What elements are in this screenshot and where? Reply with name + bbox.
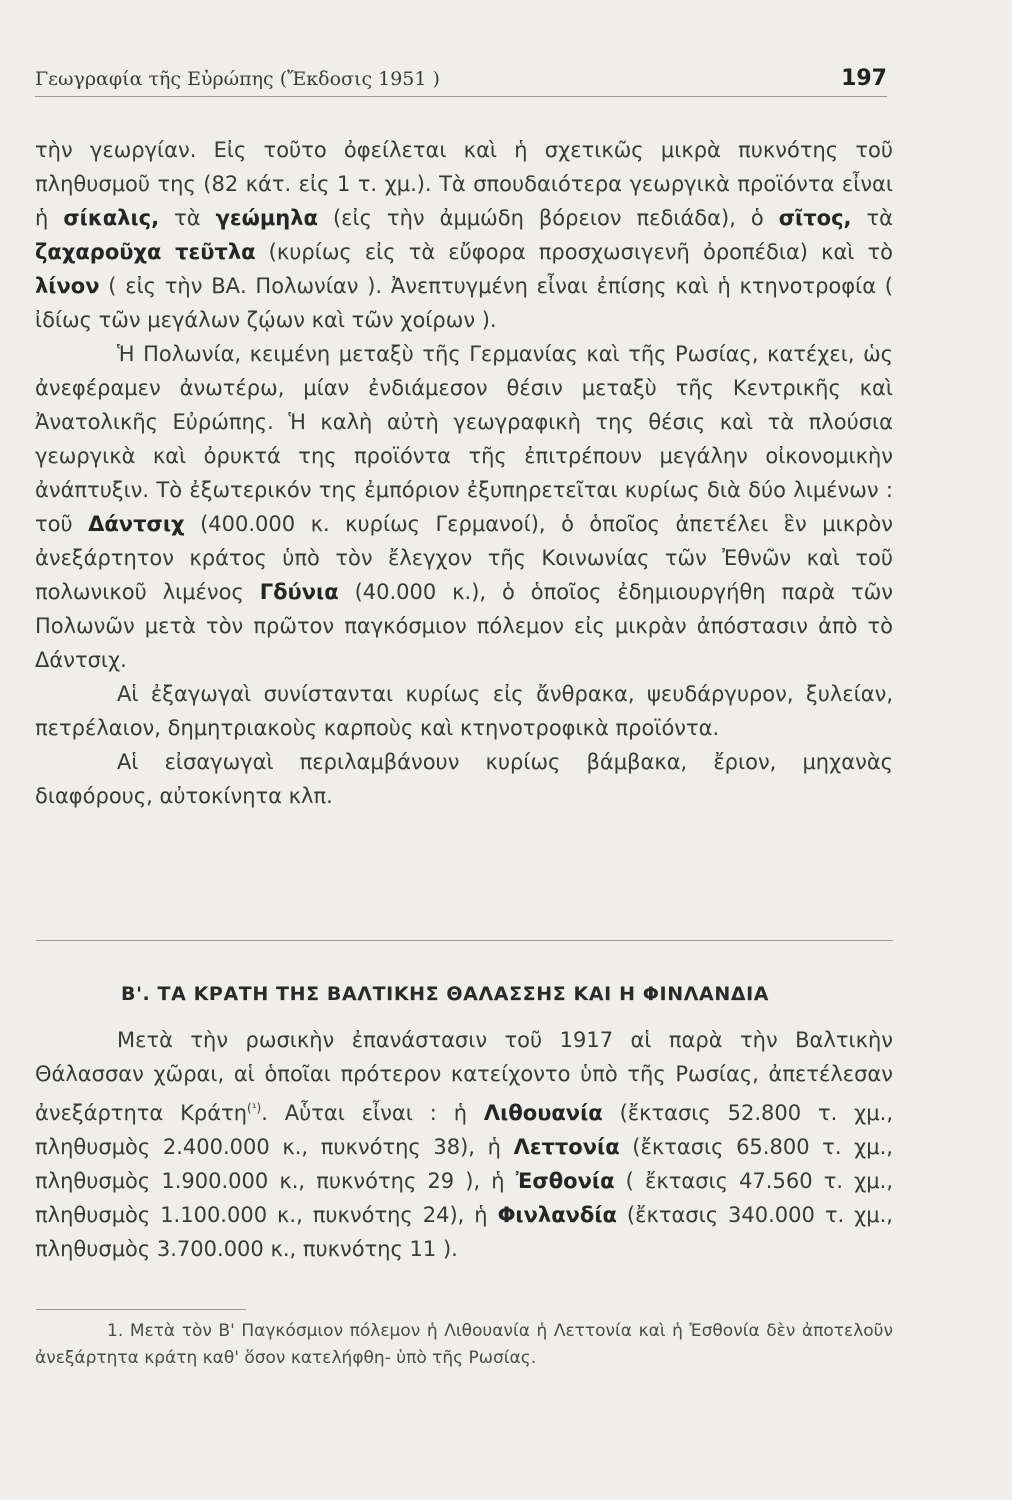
keyword-potatoes: γεώμηλα bbox=[215, 206, 318, 230]
text-run: (ἔκτασις 52.800 τ. χμ., πληθυσμὸς 2.400.000 κ., πυκνότης 38), ἡ bbox=[35, 1101, 894, 1159]
keyword-lithuania: Λιθουανία bbox=[483, 1101, 603, 1125]
text-run: (ἔκτασις 340.000 τ. χμ., πληθυσμὸς 3.700.000 κ., πυκνότης 11 ). bbox=[35, 1203, 893, 1261]
text-run: (40.000 κ.), ὁ ὁποῖος ἐδημιουργήθη παρὰ τῶν Πολωνῶν μετὰ τὸν πρῶτον παγκόσμιον πόλεμον εἰς μικρὰν ἀπόστασιν ἀπὸ τὸ Δάντσιχ. bbox=[35, 580, 894, 672]
text-run: τὰ bbox=[851, 206, 893, 230]
text-run: (εἰς τὴν ἀμμώδη βόρειον πεδιάδα), ὁ bbox=[317, 206, 779, 230]
footnote-text: 1. Μετὰ τὸν Β' Παγκόσμιον πόλεμον ἡ Λιθουανία ἡ Λεττονία καὶ ἡ Ἐσθονία δὲν ἀποτελοῦν ἀνεξάρτητα κράτη καθ' ὅσον κατελήφθη- ὑπὸ τῆς Ρωσίας. bbox=[35, 1321, 893, 1368]
keyword-flax: λίνον bbox=[35, 274, 100, 298]
main-text bbox=[35, 133, 893, 813]
paragraph-imports: Αἱ εἰσαγωγαὶ περιλαμβάνουν κυρίως βάμβακα, ἔριον, μηχανὰς διαφόρους, αὐτοκίνητα κλπ. bbox=[35, 750, 893, 808]
footnote bbox=[35, 1318, 893, 1372]
keyword-rye: σίκαλις, bbox=[63, 206, 160, 230]
text-run: ( ἔκτασις 47.560 τ. χμ., πληθυσμὸς 1.100.000 κ., πυκνότης 24), ἡ bbox=[35, 1169, 893, 1227]
paragraph-agriculture bbox=[35, 133, 893, 337]
text-run: . Αὗται εἶναι : ἡ bbox=[261, 1101, 484, 1125]
footnote-divider bbox=[36, 1309, 246, 1310]
keyword-estonia: Ἐσθονία bbox=[515, 1169, 615, 1193]
text-run: τὰ bbox=[159, 206, 216, 230]
text-run: Μετὰ τὴν ρωσικὴν ἐπανάστασιν τοῦ 1917 αἱ παρὰ τὴν Βαλτικὴν Θάλασσαν χῶραι, αἱ ὁποῖαι πρότερον κατείχοντο ὑπὸ τῆς Ρωσίας, ἀπετέλεσαν ἀνεξάρτητα Κράτη bbox=[35, 1028, 893, 1125]
section-heading: Β'. ΤΑ ΚΡΑΤΗ ΤΗΣ ΒΑΛΤΙΚΗΣ ΘΑΛΑΣΣΗΣ ΚΑΙ Η ΦΙΝΛΑΝΔΙΑ bbox=[121, 983, 770, 1005]
text-run: ( εἰς τὴν ΒΑ. Πολωνίαν ). Ἀνεπτυγμένη εἶναι ἐπίσης καὶ ἡ κτηνοτροφία ( ἰδίως τῶν μεγάλων ζῴων καὶ τῶν χοίρων ). bbox=[35, 274, 893, 332]
text-run: (κυρίως εἰς τὰ εὔφορα προσχωσιγενῆ ὀροπέδια) καὶ τὸ bbox=[255, 240, 894, 264]
paragraph-baltic-states bbox=[35, 1023, 893, 1266]
keyword-finland: Φινλανδία bbox=[497, 1203, 617, 1227]
keyword-latvia: Λεττονία bbox=[513, 1135, 620, 1159]
text-run: (ἔκτασις 65.800 τ. χμ., πληθυσμὸς 1.900.000 κ., πυκνότης 29 ), ἡ bbox=[35, 1135, 893, 1193]
footnote-reference[interactable]: (¹) bbox=[247, 1101, 262, 1115]
text-run: Ἡ Πολωνία, κειμένη μεταξὺ τῆς Γερμανίας καὶ τῆς Ρωσίας, κατέχει, ὡς ἀνεφέραμεν ἀνωτέρω, μίαν ἐνδιάμεσον θέσιν μεταξὺ τῆς Κεντρικῆς καὶ Ἀνατολικῆς Εὐρώπης. Ἡ καλὴ αὐτὴ γεωγραφικὴ της θέσις καὶ τὰ πλούσια γεωργικὰ καὶ ὀρυκτά της προϊόντα τῆς ἐπιτρέπουν μεγάλην οἰκονομικὴν ἀνάπτυξιν. Τὸ ἐξωτερικόν της ἐμπόριον ἐξυπηρετεῖται κυρίως διὰ δύο λιμένων : τοῦ bbox=[35, 342, 893, 536]
text-run: (400.000 κ. κυρίως Γερμανοί), ὁ ὁποῖος ἀπετέλει ἓν μικρὸν ἀνεξάρτητον κράτος ὑπὸ τὸν ἔλεγχον τῆς Κοινωνίας τῶν Ἐθνῶν καὶ τοῦ πολωνικοῦ λιμένος bbox=[35, 512, 893, 604]
keyword-danzig: Δάντσιχ bbox=[88, 512, 185, 536]
keyword-wheat: σῖτος, bbox=[778, 206, 852, 230]
paragraph-exports: Αἱ ἐξαγωγαὶ συνίστανται κυρίως εἰς ἄνθρακα, ψευδάργυρον, ξυλείαν, πετρέλαιον, δημητριακοὺς καρποὺς καὶ κτηνοτροφικὰ προϊόντα. bbox=[35, 682, 893, 740]
keyword-gdynia: Γδύνια bbox=[259, 580, 339, 604]
section-text bbox=[35, 1023, 893, 1266]
paragraph-trade-ports bbox=[35, 337, 893, 677]
text-run: τὴν γεωργίαν. Εἰς τοῦτο ὀφείλεται καὶ ἡ σχετικῶς μικρὰ πυκνότης τοῦ πληθυσμοῦ της (82 κάτ. εἰς 1 τ. χμ.). Τὰ σπουδαιότερα γεωργικὰ προϊόντα εἶναι ἡ bbox=[35, 138, 893, 230]
section-divider bbox=[36, 940, 893, 941]
page-number: 197 bbox=[841, 66, 887, 91]
running-title: Γεωγραφία τῆς Εὐρώπης (Ἔκδοσις 1951 ) bbox=[35, 68, 440, 90]
page-header bbox=[35, 64, 887, 97]
keyword-sugar-beets: ζαχαροῦχα τεῦτλα bbox=[35, 240, 256, 264]
